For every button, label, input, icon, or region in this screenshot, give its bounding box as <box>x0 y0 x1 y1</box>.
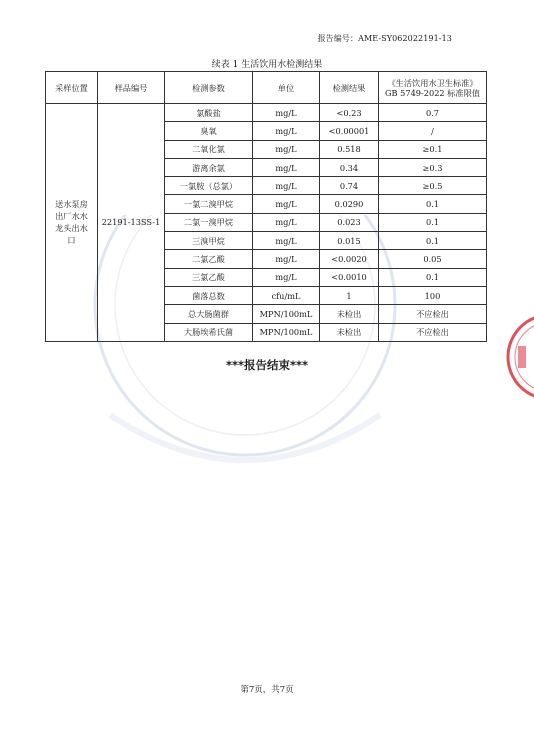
table-title: 续表 1 生活饮用水检测结果 <box>211 60 323 70</box>
parameter-cell: 一氯胺（总氯） <box>165 177 253 195</box>
limit-cell: 不应检出 <box>379 305 487 323</box>
parameter-cell: 二氯一溴甲烷 <box>165 213 253 231</box>
unit-cell: mg/L <box>253 158 320 176</box>
unit-cell: mg/L <box>253 268 320 286</box>
result-cell: <0.0020 <box>320 250 379 268</box>
standard-name: 《生活饮用水卫生标准》 <box>387 77 478 88</box>
parameter-cell: 二氧化氯 <box>165 140 253 158</box>
unit-cell: mg/L <box>253 140 320 158</box>
limit-cell: 0.7 <box>379 104 487 122</box>
unit-cell: mg/L <box>253 195 320 213</box>
unit-cell: mg/L <box>253 177 320 195</box>
limit-cell: 0.1 <box>379 232 487 250</box>
header-result: 检测结果 <box>320 72 379 104</box>
header-unit: 单位 <box>253 72 320 104</box>
limit-cell: ≥0.5 <box>379 177 487 195</box>
unit-cell: MPN/100mL <box>253 323 320 341</box>
sampling-location-cell: 送水泵房出厂水水龙头出水口 <box>46 104 98 342</box>
parameter-cell: 菌落总数 <box>165 286 253 304</box>
limit-cell: 0.1 <box>379 195 487 213</box>
result-cell: 0.015 <box>320 232 379 250</box>
report-end-mark: ***报告结束*** <box>225 358 309 372</box>
header-parameter: 检测参数 <box>165 72 253 104</box>
table-header-row <box>46 72 487 104</box>
parameter-cell: 一氯二溴甲烷 <box>165 195 253 213</box>
result-cell: <0.00001 <box>320 122 379 140</box>
parameter-cell: 大肠埃希氏菌 <box>165 323 253 341</box>
result-cell: 0.0290 <box>320 195 379 213</box>
limit-cell: 0.1 <box>379 213 487 231</box>
limit-cell: / <box>379 122 487 140</box>
unit-cell: mg/L <box>253 122 320 140</box>
parameter-cell: 二氯乙酸 <box>165 250 253 268</box>
limit-cell: 不应检出 <box>379 323 487 341</box>
parameter-cell: 臭氧 <box>165 122 253 140</box>
parameter-cell: 总大肠菌群 <box>165 305 253 323</box>
limit-cell: 100 <box>379 286 487 304</box>
parameter-cell: 三溴甲烷 <box>165 232 253 250</box>
standard-code: GB 5749-2022 标准限值 <box>385 87 480 98</box>
header-sample-id: 样品编号 <box>98 72 165 104</box>
result-cell: 0.74 <box>320 177 379 195</box>
result-cell: 未检出 <box>320 305 379 323</box>
sample-id-cell: 22191-13SS-1 <box>98 104 165 342</box>
unit-cell: MPN/100mL <box>253 305 320 323</box>
unit-cell: mg/L <box>253 232 320 250</box>
page-number: 第7页，共7页 <box>240 685 294 695</box>
unit-cell: cfu/mL <box>253 286 320 304</box>
table-row <box>46 104 487 122</box>
unit-cell: mg/L <box>253 104 320 122</box>
unit-cell: mg/L <box>253 250 320 268</box>
result-cell: 未检出 <box>320 323 379 341</box>
parameter-cell: 三氯乙酸 <box>165 268 253 286</box>
results-table <box>45 71 487 342</box>
result-cell: 0.518 <box>320 140 379 158</box>
limit-cell: ≥0.3 <box>379 158 487 176</box>
parameter-cell: 氯酸盐 <box>165 104 253 122</box>
parameter-cell: 游离余氯 <box>165 158 253 176</box>
limit-cell: 0.1 <box>379 268 487 286</box>
limit-cell: 0.05 <box>379 250 487 268</box>
limit-cell: ≥0.1 <box>379 140 487 158</box>
header-standard-limit <box>379 72 487 104</box>
table-body <box>46 104 487 342</box>
result-cell: 0.023 <box>320 213 379 231</box>
unit-cell: mg/L <box>253 213 320 231</box>
result-cell: 1 <box>320 286 379 304</box>
result-cell: <0.0010 <box>320 268 379 286</box>
result-cell: <0.23 <box>320 104 379 122</box>
header-sampling-location: 采样位置 <box>46 72 98 104</box>
result-cell: 0.34 <box>320 158 379 176</box>
report-number: 报告编号：AME-SY062022191-13 <box>317 34 452 43</box>
